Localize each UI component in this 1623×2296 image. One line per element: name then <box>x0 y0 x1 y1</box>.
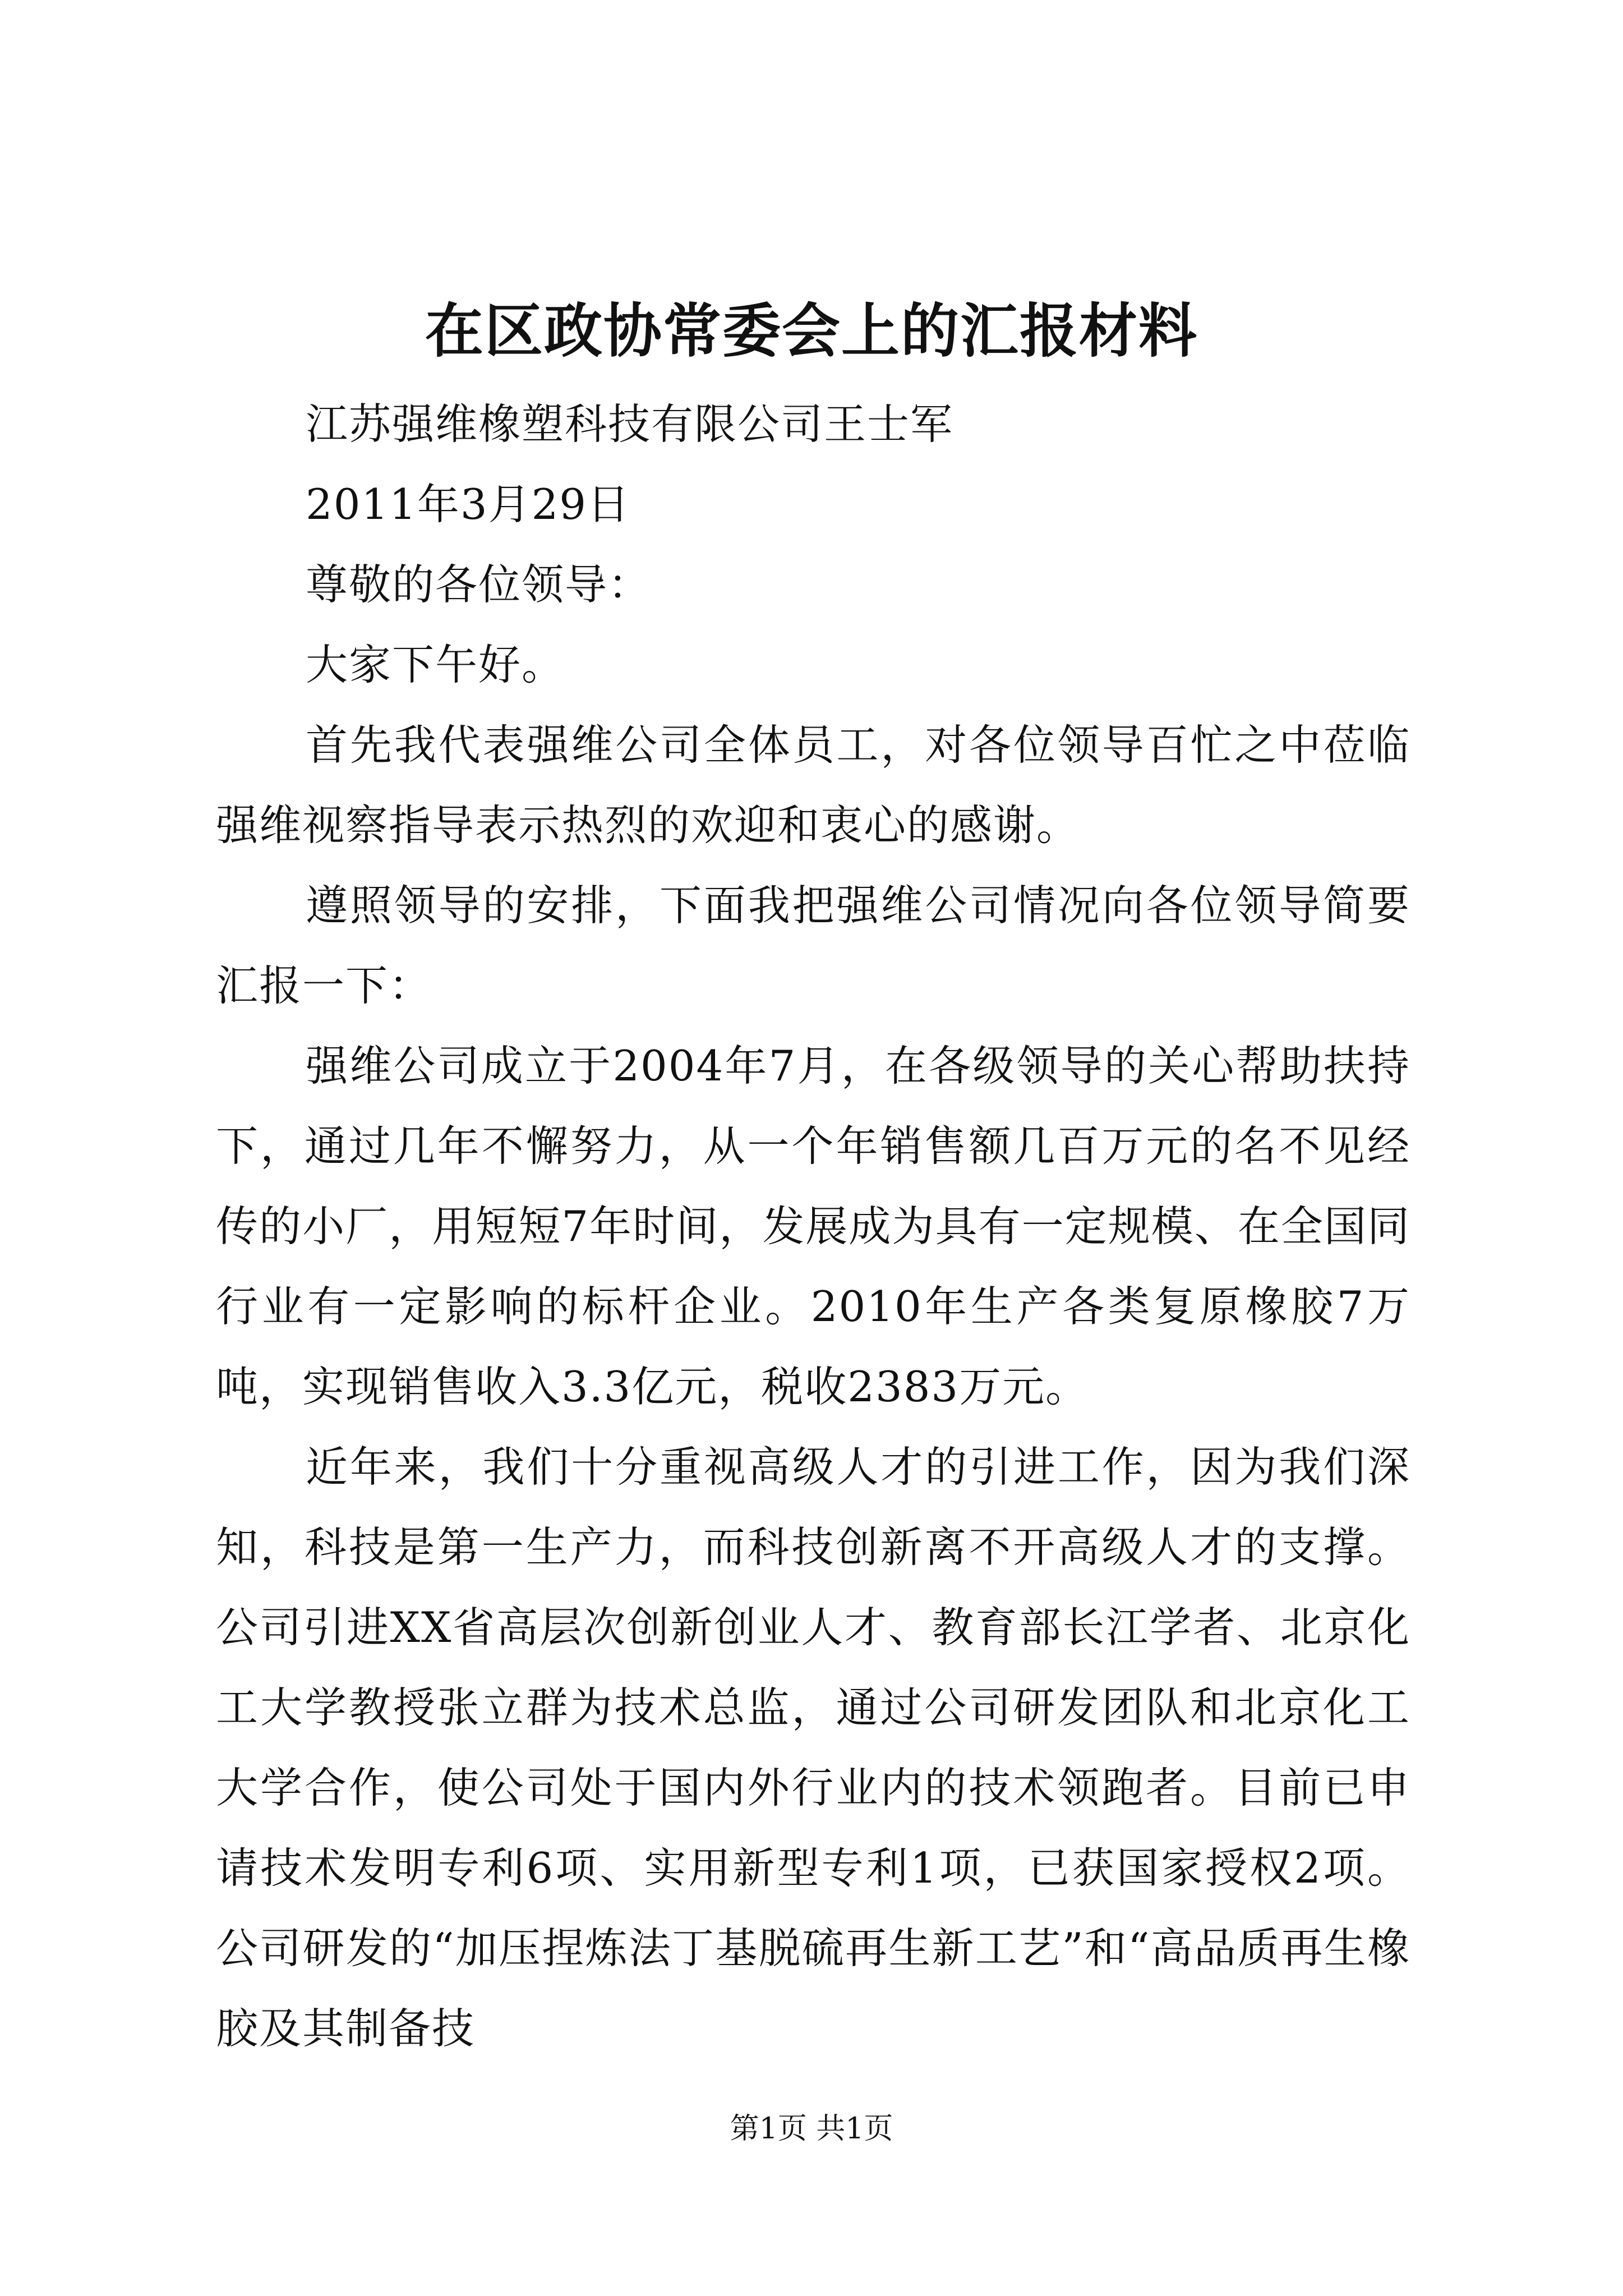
salutation: 尊敬的各位领导： <box>306 560 652 609</box>
paragraph-company-history: 强维公司成立于2004年7月，在各级领导的关心帮助扶持下，通过几年不懈努力，从一个年销售额几百万元的名不见经传的小厂，用短短7年时间，发展成为具有一定规模、在全国同行业有一定影响的标杆企业。2010年生产各类复原橡胶7万吨，实现销售收入3.3亿元，税收2383万元。 <box>216 1041 1410 1411</box>
author-line: 江苏强维橡塑科技有限公司王士军 <box>306 399 954 449</box>
greeting: 大家下午好。 <box>306 640 565 689</box>
document-title: 在区政协常委会上的汇报材料 <box>425 296 1198 365</box>
page-footer <box>0 2106 1623 2151</box>
paragraph-talent: 近年来，我们十分重视高级人才的引进工作，因为我们深知，科技是第一生产力，而科技创新离不开高级人才的支撑。公司引进XX省高层次创新创业人才、教育部长江学者、北京化工大学教授张立群为技术总监，通过公司研发团队和北京化工大学合作，使公司处于国内外行业内的技术领跑者。目前已申请技术发明专利6项、实用新型专利1项，已获国家授权2项。公司研发的“加压捏炼法丁基脱硫再生新工艺”和“高品质再生橡胶及其制备技 <box>216 1442 1410 2053</box>
page-number: 第1页 共1页 <box>730 2112 893 2146</box>
paragraph-intro: 遵照领导的安排，下面我把强维公司情况向各位领导简要汇报一下： <box>216 881 1410 1010</box>
date-line: 2011年3月29日 <box>306 480 631 529</box>
paragraph-welcome: 首先我代表强维公司全体员工，对各位领导百忙之中莅临强维视察指导表示热烈的欢迎和衷心的感谢。 <box>216 720 1410 850</box>
document-body <box>216 384 1410 2069</box>
